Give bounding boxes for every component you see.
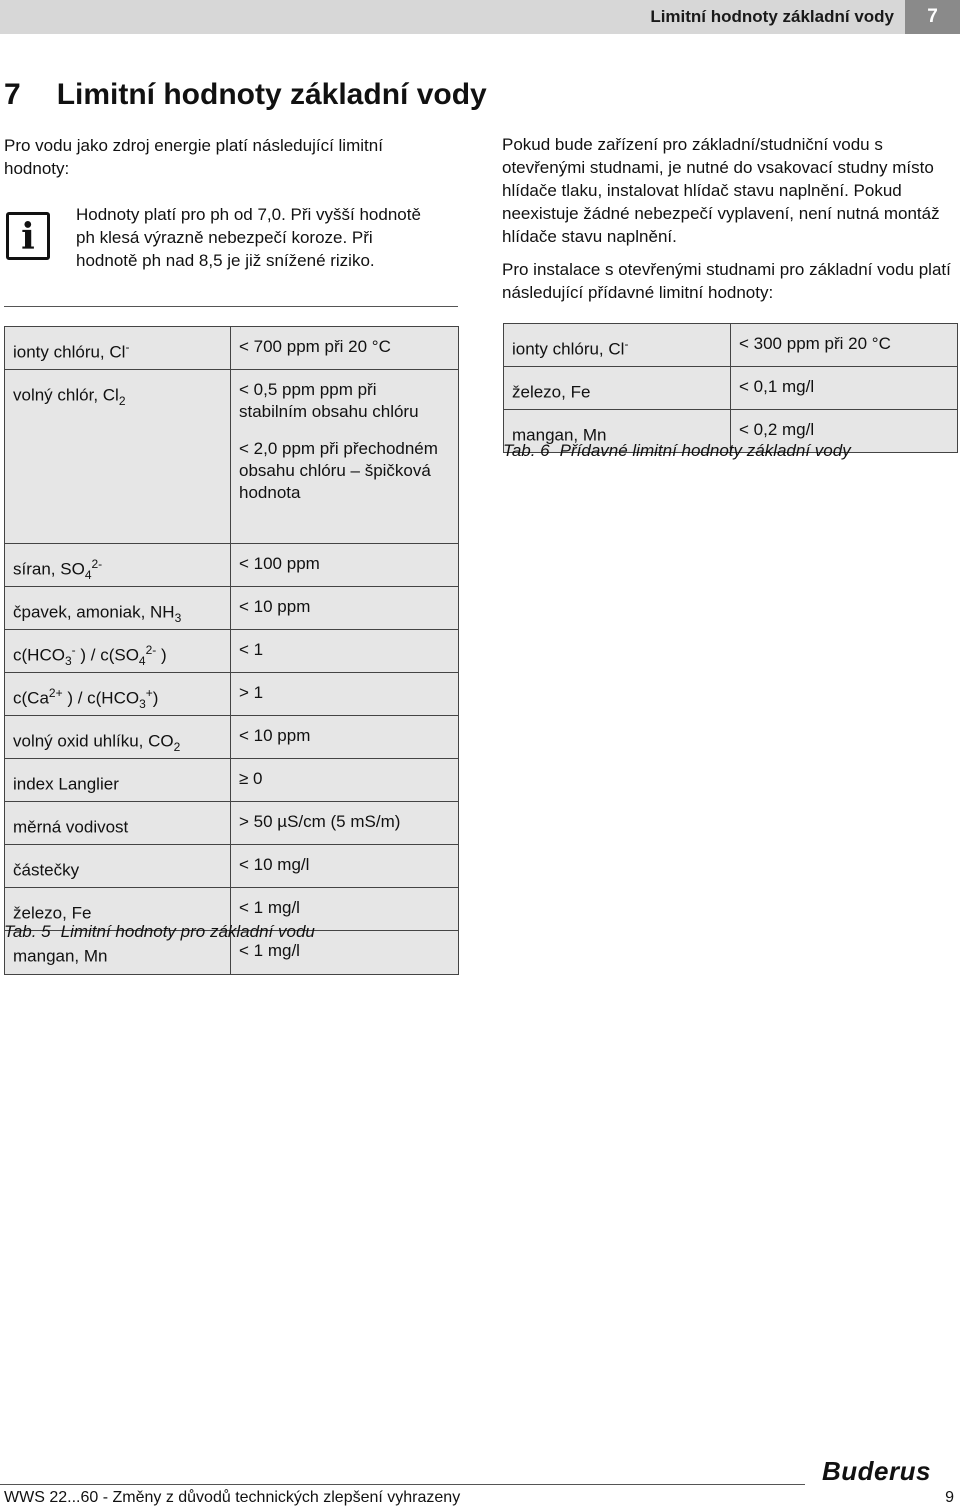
limit-value-cell — [231, 802, 459, 845]
parameter-cell — [5, 327, 231, 370]
parameter-text: částečky — [13, 861, 80, 881]
parameter-cell — [5, 759, 231, 802]
limit-value-cell — [231, 716, 459, 759]
note-divider — [4, 306, 458, 307]
table-row — [5, 587, 459, 630]
parameter-text: ) — [156, 645, 167, 665]
parameter-text: síran, SO — [13, 559, 85, 579]
table-row — [5, 544, 459, 587]
parameter-text: mangan, Mn — [13, 947, 108, 967]
limit-value-cell — [231, 587, 459, 630]
limit-value: < 2,0 ppm při přechodném obsahu chlóru – špičková hodnota — [239, 439, 438, 503]
limit-value: < 100 ppm — [239, 554, 320, 574]
page-number: 9 — [945, 1489, 954, 1506]
chapter-number-tab: 7 — [905, 0, 960, 34]
parameter-text: index Langlier — [13, 774, 119, 794]
limit-value: < 10 ppm — [239, 597, 311, 617]
subscript: 3 — [139, 697, 146, 712]
subscript: 4 — [138, 654, 146, 669]
parameter-text: měrná vodivost — [13, 817, 129, 837]
parameter-cell — [5, 630, 231, 673]
subscript: 2 — [118, 394, 126, 409]
parameter-cell — [5, 673, 231, 716]
superscript: 2- — [91, 557, 103, 572]
limit-value: < 1 — [239, 640, 264, 660]
limit-value: < 10 mg/l — [239, 855, 310, 875]
parameter-cell — [504, 367, 731, 410]
superscript: 2- — [145, 643, 157, 658]
table-5 — [4, 326, 459, 975]
parameter-cell — [5, 370, 231, 544]
limit-value: < 0,1 mg/l — [739, 377, 815, 397]
parameter-cell — [5, 544, 231, 587]
footer-text: WWS 22...60 - Změny z důvodů technických zlepšení vyhrazeny — [4, 1489, 461, 1506]
limit-value-cell — [231, 845, 459, 888]
limit-value-cell — [231, 544, 459, 587]
table-row — [504, 324, 958, 367]
parameter-cell — [5, 802, 231, 845]
info-note-text: Hodnoty platí pro ph od 7,0. Při vyšší hodnotě ph klesá výrazně nebezpečí koroze. Při hodnotě ph nad 8,5 je již snížené riziko. — [76, 205, 421, 270]
parameter-cell — [504, 324, 731, 367]
parameter-text: ionty chlóru, Cl — [13, 342, 126, 362]
parameter-text: c(Ca — [13, 688, 49, 708]
limit-value-cell — [731, 324, 958, 367]
running-header-title: Limitní hodnoty základní vody — [650, 7, 894, 26]
superscript: - — [125, 340, 130, 354]
parameter-text: železo, Fe — [13, 904, 92, 924]
intro-paragraph: Pro vodu jako zdroj energie platí následující limitní hodnoty: — [4, 136, 383, 178]
subscript: 3 — [64, 654, 72, 669]
parameter-text: ) / c(HCO — [62, 688, 140, 708]
wells-paragraph: Pokud bude zařízení pro základní/studniční vodu s otevřenými studnami, je nutné do vsakovací studny místo hlídače tlaku, instalovat hlídač stavu naplnění. Pokud neexistuje žádné nebezpečí vyplavení, není nutná montáž hlídače stavu naplnění. — [502, 135, 940, 246]
info-icon: i — [6, 212, 50, 260]
table-6 — [503, 323, 958, 453]
heading-number: 7 — [4, 78, 21, 111]
parameter-text: ionty chlóru, Cl — [512, 339, 625, 359]
table-5-caption — [4, 922, 315, 942]
parameter-text: železo, Fe — [512, 382, 591, 402]
subscript: 2 — [173, 740, 181, 755]
limit-value: < 1 mg/l — [239, 941, 300, 961]
limit-value: > 50 µS/cm (5 mS/m) — [239, 812, 401, 832]
caption-number: Tab. 5 — [4, 922, 51, 941]
limit-value-cell — [231, 630, 459, 673]
parameter-text: volný oxid uhlíku, CO — [13, 731, 174, 751]
heading-title: Limitní hodnoty základní vody — [56, 78, 487, 111]
parameter-text: c(HCO — [13, 645, 65, 665]
additional-limits-paragraph: Pro instalace s otevřenými studnami pro základní vodu platí následující přídavné limitní hodnoty: — [502, 260, 951, 302]
parameter-cell — [5, 845, 231, 888]
table-row — [5, 370, 459, 544]
table-row — [5, 845, 459, 888]
table-6-caption — [503, 441, 851, 461]
parameter-cell — [5, 716, 231, 759]
limit-value: ≥ 0 — [239, 769, 263, 789]
table-row — [5, 802, 459, 845]
table-row — [5, 327, 459, 370]
superscript: 2+ — [48, 686, 63, 701]
parameter-text: ) / c(SO — [75, 645, 139, 665]
limit-value: < 0,5 ppm ppm při stabilním obsahu chlóru — [239, 380, 419, 422]
caption-text: Přídavné limitní hodnoty základní vody — [559, 441, 851, 460]
limit-value-cell — [231, 673, 459, 716]
brand-logo: Buderus — [822, 1456, 931, 1486]
caption-text: Limitní hodnoty pro základní vodu — [60, 922, 315, 941]
limit-value-cell — [231, 370, 459, 544]
limit-value-cell — [231, 759, 459, 802]
limit-value: < 300 ppm při 20 °C — [739, 334, 891, 353]
limit-value: < 10 ppm — [239, 726, 311, 746]
superscript: - — [624, 337, 629, 351]
limit-value: < 1 mg/l — [239, 898, 300, 918]
parameter-cell — [5, 587, 231, 630]
caption-number: Tab. 6 — [503, 441, 550, 460]
table-row — [5, 716, 459, 759]
limit-value: < 700 ppm při 20 °C — [239, 337, 391, 356]
footer-divider — [0, 1484, 805, 1485]
table-row — [504, 367, 958, 410]
chapter-heading — [4, 78, 487, 112]
parameter-text: ) — [152, 688, 159, 708]
superscript: + — [145, 686, 153, 701]
parameter-text: čpavek, amoniak, NH — [13, 602, 175, 622]
superscript: - — [71, 643, 76, 658]
parameter-text: volný chlór, Cl — [13, 385, 119, 405]
subscript: 3 — [174, 611, 182, 626]
table-row — [5, 759, 459, 802]
limit-value: < 0,2 mg/l — [739, 420, 815, 440]
table-row — [5, 630, 459, 673]
limit-value: > 1 — [239, 683, 264, 703]
parameter-text: mangan, Mn — [512, 425, 607, 445]
limit-value-cell — [731, 367, 958, 410]
limit-value-cell — [231, 327, 459, 370]
table-row — [5, 673, 459, 716]
subscript: 4 — [84, 568, 92, 583]
